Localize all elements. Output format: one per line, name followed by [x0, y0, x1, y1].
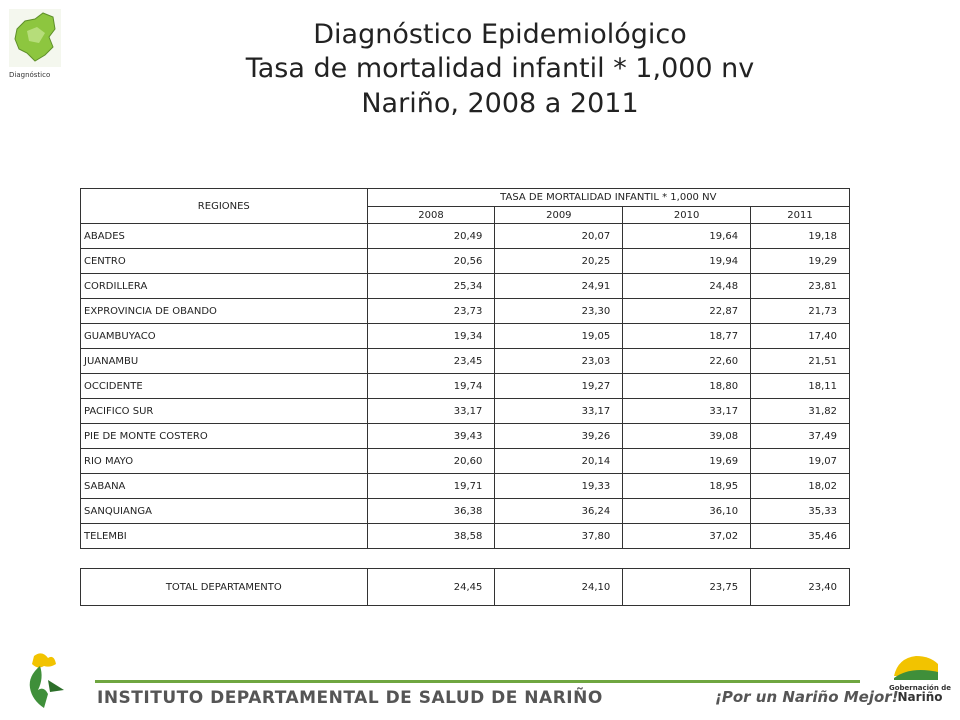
narino-map-logo — [9, 9, 61, 67]
table-row — [81, 524, 850, 549]
region-name: TELEMBI — [81, 524, 368, 549]
region-name: JUANAMBU — [81, 349, 368, 374]
total-value: 24,45 — [367, 569, 495, 606]
table-row — [81, 424, 850, 449]
rate-value: 23,81 — [751, 274, 850, 299]
rate-value: 39,26 — [495, 424, 623, 449]
table-row — [81, 374, 850, 399]
rate-value: 20,49 — [367, 224, 495, 249]
table-row — [81, 324, 850, 349]
rate-value: 20,25 — [495, 249, 623, 274]
rate-value: 19,29 — [751, 249, 850, 274]
rate-value: 31,82 — [751, 399, 850, 424]
region-name: GUAMBUYACO — [81, 324, 368, 349]
year-header: 2010 — [623, 207, 751, 224]
rate-value: 20,14 — [495, 449, 623, 474]
page-subtitle-period: Nariño, 2008 a 2011 — [361, 88, 639, 119]
rate-value: 22,87 — [623, 299, 751, 324]
rate-value: 38,58 — [367, 524, 495, 549]
table-row — [81, 449, 850, 474]
institute-name: INSTITUTO DEPARTAMENTAL DE SALUD DE NARIÑO — [97, 688, 603, 708]
rate-value: 17,40 — [751, 324, 850, 349]
year-header: 2009 — [495, 207, 623, 224]
rate-value: 24,48 — [623, 274, 751, 299]
regions-header: REGIONES — [81, 189, 368, 224]
gobernacion-line2: Nariño — [897, 690, 943, 704]
rate-value: 23,73 — [367, 299, 495, 324]
rate-value: 39,43 — [367, 424, 495, 449]
rate-value: 18,77 — [623, 324, 751, 349]
rate-value: 18,80 — [623, 374, 751, 399]
region-name: RIO MAYO — [81, 449, 368, 474]
footer-divider — [95, 680, 860, 683]
rate-value: 19,18 — [751, 224, 850, 249]
rate-value: 36,10 — [623, 499, 751, 524]
total-table — [80, 568, 850, 606]
mortality-table — [80, 188, 850, 549]
total-row — [81, 569, 850, 606]
region-name: SANQUIANGA — [81, 499, 368, 524]
rate-value: 19,34 — [367, 324, 495, 349]
gobernacion-logo — [890, 648, 942, 686]
gobernacion-label — [884, 684, 956, 702]
rate-value: 18,02 — [751, 474, 850, 499]
year-header: 2011 — [751, 207, 850, 224]
logo-caption: Diagnóstico — [9, 71, 51, 79]
rate-value: 33,17 — [367, 399, 495, 424]
rate-value: 25,34 — [367, 274, 495, 299]
region-name: SABANA — [81, 474, 368, 499]
total-value: 24,10 — [495, 569, 623, 606]
rate-value: 18,11 — [751, 374, 850, 399]
rate-value: 21,73 — [751, 299, 850, 324]
region-name: OCCIDENTE — [81, 374, 368, 399]
total-value: 23,40 — [751, 569, 850, 606]
rate-value: 37,80 — [495, 524, 623, 549]
table-row — [81, 399, 850, 424]
rate-value: 22,60 — [623, 349, 751, 374]
region-name: CORDILLERA — [81, 274, 368, 299]
table-row — [81, 474, 850, 499]
region-name: PACIFICO SUR — [81, 399, 368, 424]
rate-value: 19,94 — [623, 249, 751, 274]
rate-value: 20,07 — [495, 224, 623, 249]
page-title: Diagnóstico Epidemiológico — [313, 19, 687, 50]
rate-value: 19,71 — [367, 474, 495, 499]
rate-value: 19,74 — [367, 374, 495, 399]
rate-header: TASA DE MORTALIDAD INFANTIL * 1,000 NV — [367, 189, 849, 207]
slogan: ¡Por un Nariño Mejor! — [715, 688, 899, 706]
rate-value: 33,17 — [623, 399, 751, 424]
rate-value: 19,69 — [623, 449, 751, 474]
rate-value: 37,49 — [751, 424, 850, 449]
region-name: CENTRO — [81, 249, 368, 274]
table-row — [81, 224, 850, 249]
flower-bird-logo — [14, 650, 74, 716]
rate-value: 18,95 — [623, 474, 751, 499]
table-row — [81, 499, 850, 524]
table-row — [81, 349, 850, 374]
rate-value: 23,03 — [495, 349, 623, 374]
table-row — [81, 299, 850, 324]
rate-value: 35,33 — [751, 499, 850, 524]
region-name: PIE DE MONTE COSTERO — [81, 424, 368, 449]
rate-value: 20,60 — [367, 449, 495, 474]
rate-value: 23,30 — [495, 299, 623, 324]
rate-value: 36,24 — [495, 499, 623, 524]
rate-value: 36,38 — [367, 499, 495, 524]
year-header: 2008 — [367, 207, 495, 224]
rate-value: 33,17 — [495, 399, 623, 424]
rate-value: 19,33 — [495, 474, 623, 499]
rate-value: 39,08 — [623, 424, 751, 449]
table-row — [81, 249, 850, 274]
gobernacion-line1: Gobernación de — [888, 684, 951, 692]
table-row — [81, 274, 850, 299]
rate-value: 21,51 — [751, 349, 850, 374]
rate-value: 19,64 — [623, 224, 751, 249]
rate-value: 24,91 — [495, 274, 623, 299]
page-subtitle: Tasa de mortalidad infantil * 1,000 nv — [245, 53, 755, 84]
rate-value: 19,27 — [495, 374, 623, 399]
rate-value: 35,46 — [751, 524, 850, 549]
rate-value: 19,05 — [495, 324, 623, 349]
rate-value: 19,07 — [751, 449, 850, 474]
rate-value: 37,02 — [623, 524, 751, 549]
region-name: ABADES — [81, 224, 368, 249]
region-name: EXPROVINCIA DE OBANDO — [81, 299, 368, 324]
total-value: 23,75 — [623, 569, 751, 606]
rate-value: 23,45 — [367, 349, 495, 374]
total-label: TOTAL DEPARTAMENTO — [81, 569, 368, 606]
rate-value: 20,56 — [367, 249, 495, 274]
